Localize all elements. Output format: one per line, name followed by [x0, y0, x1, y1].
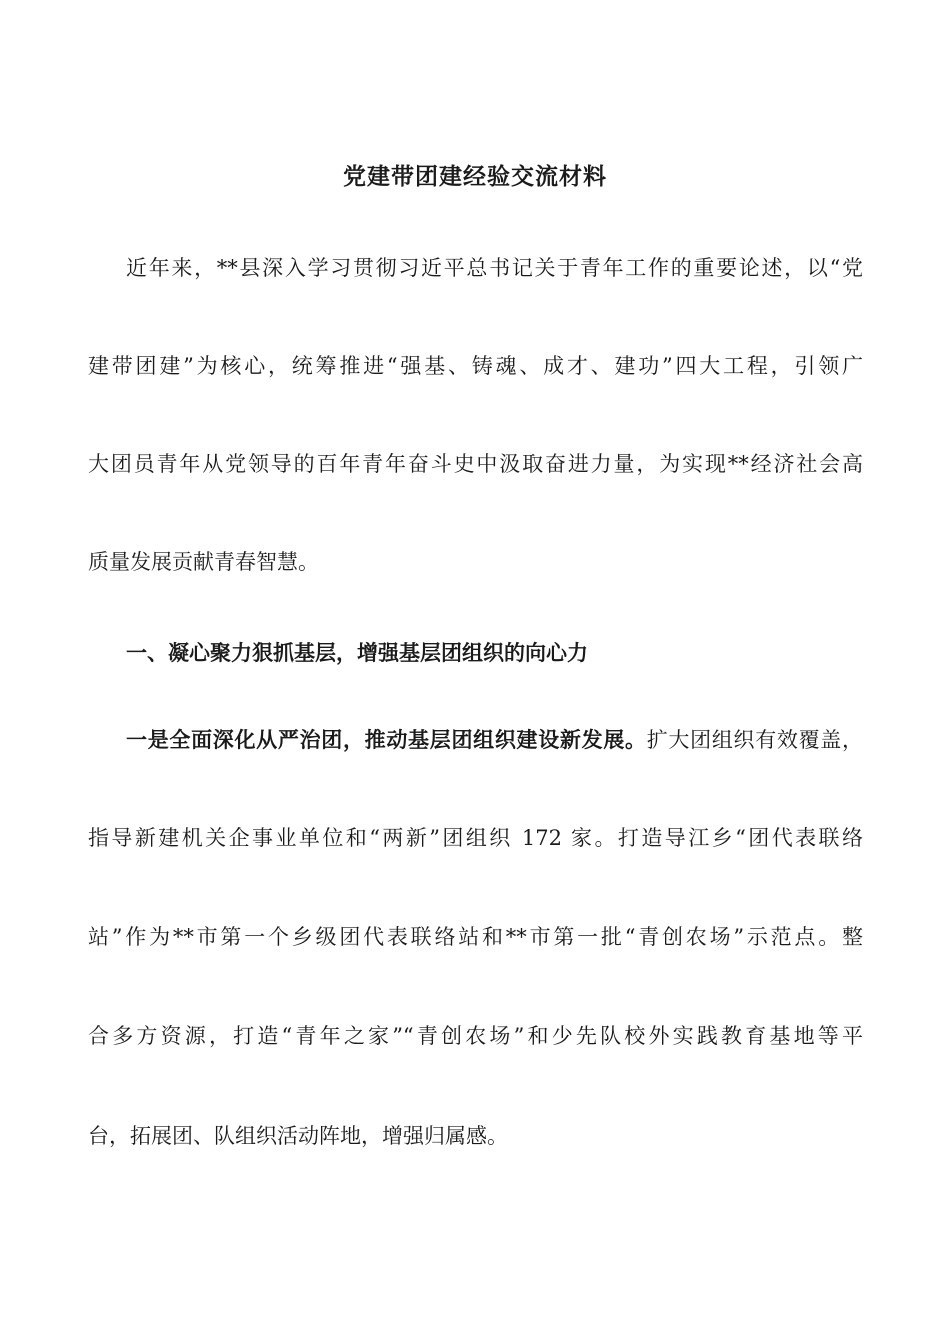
paragraph1-line-1: 近年来，**县深入学习贯彻习近平总书记关于青年工作的重要论述，以“党 [126, 256, 863, 280]
paragraph2-line-4: 合多方资源，打造“青年之家”“青创农场”和少先队校外实践教育基地等平 [88, 1024, 863, 1048]
paragraph2-line-3: 站”作为**市第一个乡级团代表联络站和**市第一批“青创农场”示范点。整 [88, 925, 863, 949]
document-title: 党建带团建经验交流材料 [343, 163, 607, 190]
paragraph1-line-2: 建带团建”为核心，统筹推进“强基、铸魂、成才、建功”四大工程，引领广 [88, 354, 863, 378]
paragraph2-line-1 [126, 724, 863, 756]
paragraph2-lead-rest: 扩大团组织有效覆盖， [646, 728, 864, 752]
paragraph2-line-5: 台，拓展团、队组织活动阵地，增强归属感。 [88, 1124, 508, 1148]
paragraph1-line-3: 大团员青年从党领导的百年青年奋斗史中汲取奋进力量，为实现**经济社会高 [88, 452, 863, 476]
paragraph1-line-4: 质量发展贡献青春智慧。 [88, 550, 319, 574]
paragraph2-line-2: 指导新建机关企事业单位和“两新”团组织 172 家。打造导江乡“团代表联络 [88, 826, 863, 850]
section1-heading: 一、凝心聚力狠抓基层，增强基层团组织的向心力 [126, 640, 588, 665]
paragraph2-lead-bold: 一是全面深化从严治团，推动基层团组织建设新发展。 [126, 727, 647, 752]
